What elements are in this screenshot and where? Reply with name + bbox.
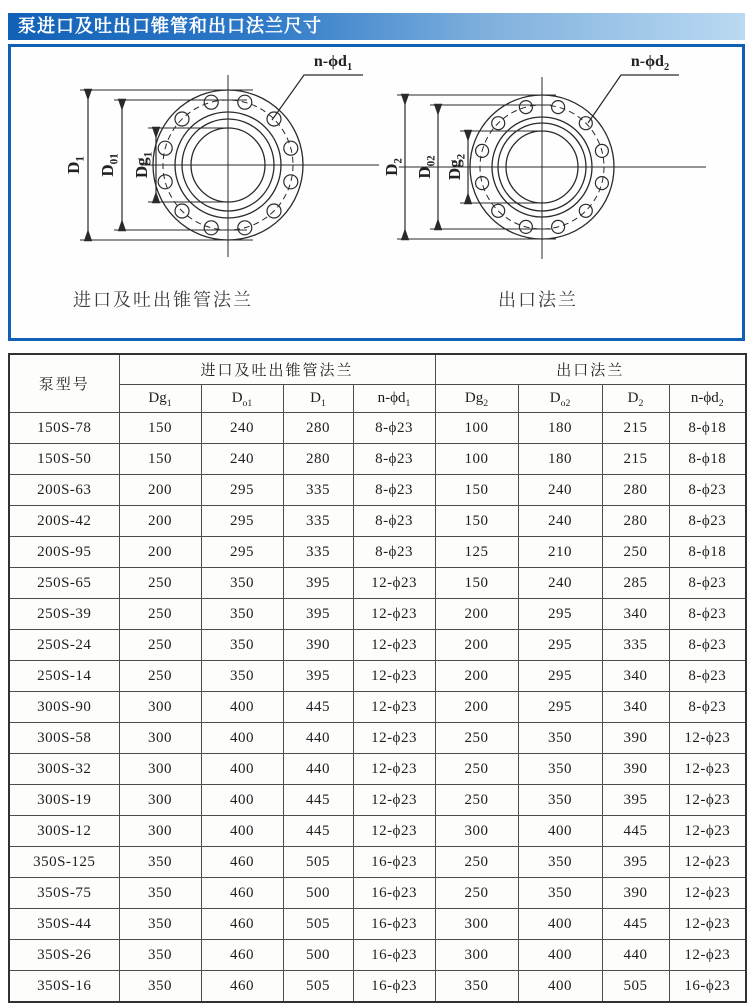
table-row: [9, 847, 746, 878]
cell-do1: 350: [201, 599, 283, 630]
cell-do1: 240: [201, 444, 283, 475]
cell-nd1: 16-ϕ23: [353, 847, 435, 878]
table-row: [9, 940, 746, 971]
cell-dg2: 150: [435, 475, 518, 506]
flange-diagram-panel: [8, 44, 745, 341]
cell-d2: 390: [602, 878, 669, 909]
cell-nd2: 8-ϕ23: [669, 692, 746, 723]
cell-d2: 505: [602, 971, 669, 1003]
cell-d2: 395: [602, 847, 669, 878]
col-header-pump-model: 泵型号: [9, 354, 119, 413]
cell-do1: 460: [201, 909, 283, 940]
cell-d1: 505: [283, 909, 353, 940]
cell-nd1: 12-ϕ23: [353, 599, 435, 630]
table-row: [9, 785, 746, 816]
dim-label-d2: $D_2$: [382, 158, 405, 176]
col-header-nd1: $n-\phi d_1$: [353, 385, 435, 413]
cell-d1: 395: [283, 661, 353, 692]
cell-dg2: 100: [435, 444, 518, 475]
cell-nd2: 12-ϕ23: [669, 723, 746, 754]
cell-nd1: 12-ϕ23: [353, 785, 435, 816]
table-row: [9, 475, 746, 506]
cell-dg2: 125: [435, 537, 518, 568]
cell-dg1: 250: [119, 599, 201, 630]
cell-dg2: 250: [435, 723, 518, 754]
caption-inlet-flange: 进口及吐出锥管法兰: [73, 290, 253, 311]
cell-nd2: 8-ϕ23: [669, 506, 746, 537]
table-row: [9, 723, 746, 754]
cell-d1: 395: [283, 568, 353, 599]
cell-nd2: 16-ϕ23: [669, 971, 746, 1003]
cell-dg1: 250: [119, 661, 201, 692]
cell-pump-model: 350S-125: [9, 847, 119, 878]
cell-pump-model: 300S-58: [9, 723, 119, 754]
table-row: [9, 568, 746, 599]
cell-nd1: 16-ϕ23: [353, 909, 435, 940]
cell-d1: 390: [283, 630, 353, 661]
cell-nd2: 8-ϕ18: [669, 413, 746, 444]
group-header-outlet-flange: 出口法兰: [435, 354, 746, 385]
cell-do2: 350: [518, 785, 602, 816]
cell-do2: 295: [518, 661, 602, 692]
cell-d1: 445: [283, 692, 353, 723]
cell-d2: 340: [602, 661, 669, 692]
cell-do2: 350: [518, 723, 602, 754]
col-header-d1: $D_1$: [283, 385, 353, 413]
cell-do1: 400: [201, 785, 283, 816]
cell-d1: 335: [283, 506, 353, 537]
dim-label-dg2: $Dg_2$: [445, 153, 468, 181]
cell-do1: 240: [201, 413, 283, 444]
cell-d1: 335: [283, 475, 353, 506]
col-header-nd2: $n-\phi d_2$: [669, 385, 746, 413]
cell-pump-model: 350S-26: [9, 940, 119, 971]
cell-pump-model: 350S-16: [9, 971, 119, 1003]
cell-d1: 445: [283, 785, 353, 816]
cell-d2: 335: [602, 630, 669, 661]
cell-do2: 400: [518, 816, 602, 847]
flange-spec-table: [8, 353, 747, 1003]
cell-pump-model: 300S-12: [9, 816, 119, 847]
cell-dg1: 200: [119, 506, 201, 537]
cell-do1: 460: [201, 847, 283, 878]
cell-pump-model: 250S-39: [9, 599, 119, 630]
cell-do2: 295: [518, 630, 602, 661]
cell-nd1: 16-ϕ23: [353, 940, 435, 971]
cell-pump-model: 350S-75: [9, 878, 119, 909]
cell-do2: 240: [518, 506, 602, 537]
col-header-do1: $D_{o1}$: [201, 385, 283, 413]
group-header-inlet-flange: 进口及吐出锥管法兰: [119, 354, 435, 385]
cell-dg1: 300: [119, 816, 201, 847]
cell-dg2: 250: [435, 847, 518, 878]
cell-d2: 390: [602, 754, 669, 785]
cell-dg1: 200: [119, 475, 201, 506]
cell-dg1: 300: [119, 723, 201, 754]
col-header-dg2: $Dg_2$: [435, 385, 518, 413]
cell-nd1: 8-ϕ23: [353, 506, 435, 537]
cell-dg1: 150: [119, 413, 201, 444]
cell-do2: 240: [518, 568, 602, 599]
cell-nd2: 12-ϕ23: [669, 847, 746, 878]
cell-do1: 460: [201, 971, 283, 1003]
table-row: [9, 971, 746, 1003]
dim-label-dg1: $Dg_1$: [132, 151, 155, 179]
cell-pump-model: 300S-90: [9, 692, 119, 723]
cell-d1: 505: [283, 971, 353, 1003]
cell-do2: 350: [518, 847, 602, 878]
cell-nd1: 8-ϕ23: [353, 475, 435, 506]
cell-dg2: 150: [435, 506, 518, 537]
bolt-count-label-inlet: $n-\phi d_1$: [313, 53, 353, 74]
cell-d2: 445: [602, 909, 669, 940]
cell-do2: 240: [518, 475, 602, 506]
cell-d2: 215: [602, 413, 669, 444]
cell-dg1: 350: [119, 971, 201, 1003]
cell-dg1: 200: [119, 537, 201, 568]
dim-label-d01: $D_{01}$: [98, 153, 121, 177]
table-group-header-row: [9, 354, 746, 385]
cell-nd2: 8-ϕ23: [669, 599, 746, 630]
cell-nd1: 12-ϕ23: [353, 692, 435, 723]
cell-do2: 400: [518, 940, 602, 971]
cell-pump-model: 250S-24: [9, 630, 119, 661]
table-row: [9, 413, 746, 444]
cell-d1: 445: [283, 816, 353, 847]
table-row: [9, 878, 746, 909]
cell-do2: 400: [518, 909, 602, 940]
table-body: [9, 413, 746, 1003]
cell-nd2: 12-ϕ23: [669, 785, 746, 816]
cell-dg1: 250: [119, 630, 201, 661]
cell-do1: 295: [201, 506, 283, 537]
col-header-do2: $D_{o2}$: [518, 385, 602, 413]
cell-dg2: 200: [435, 630, 518, 661]
cell-nd2: 12-ϕ23: [669, 878, 746, 909]
cell-do1: 295: [201, 475, 283, 506]
cell-nd2: 12-ϕ23: [669, 754, 746, 785]
bolt-count-label-outlet: $n-\phi d_2$: [630, 53, 670, 74]
cell-d2: 340: [602, 692, 669, 723]
cell-nd1: 12-ϕ23: [353, 661, 435, 692]
cell-nd1: 12-ϕ23: [353, 754, 435, 785]
cell-dg1: 350: [119, 909, 201, 940]
cell-dg2: 250: [435, 878, 518, 909]
cell-d1: 395: [283, 599, 353, 630]
caption-outlet-flange: 出口法兰: [498, 290, 578, 311]
cell-do1: 400: [201, 816, 283, 847]
cell-do1: 400: [201, 723, 283, 754]
col-header-d2: $D_2$: [602, 385, 669, 413]
cell-do2: 180: [518, 444, 602, 475]
table-row: [9, 754, 746, 785]
cell-dg2: 100: [435, 413, 518, 444]
cell-do2: 350: [518, 754, 602, 785]
cell-do1: 350: [201, 661, 283, 692]
cell-nd2: 12-ϕ23: [669, 816, 746, 847]
cell-pump-model: 300S-19: [9, 785, 119, 816]
cell-dg1: 300: [119, 692, 201, 723]
cell-do2: 400: [518, 971, 602, 1003]
cell-nd2: 8-ϕ23: [669, 475, 746, 506]
cell-nd2: 12-ϕ23: [669, 909, 746, 940]
cell-d1: 500: [283, 940, 353, 971]
cell-d2: 280: [602, 506, 669, 537]
cell-dg2: 250: [435, 754, 518, 785]
cell-nd1: 8-ϕ23: [353, 537, 435, 568]
cell-dg1: 350: [119, 940, 201, 971]
cell-do2: 295: [518, 599, 602, 630]
cell-nd1: 12-ϕ23: [353, 630, 435, 661]
cell-d2: 340: [602, 599, 669, 630]
cell-dg2: 200: [435, 599, 518, 630]
cell-do2: 350: [518, 878, 602, 909]
cell-do1: 350: [201, 568, 283, 599]
table-row: [9, 909, 746, 940]
cell-dg1: 300: [119, 785, 201, 816]
cell-dg2: 200: [435, 661, 518, 692]
table-row: [9, 537, 746, 568]
col-header-dg1: $Dg_1$: [119, 385, 201, 413]
cell-do1: 295: [201, 537, 283, 568]
cell-d2: 395: [602, 785, 669, 816]
cell-pump-model: 150S-50: [9, 444, 119, 475]
cell-do2: 180: [518, 413, 602, 444]
table-row: [9, 599, 746, 630]
cell-do1: 400: [201, 754, 283, 785]
cell-d1: 505: [283, 847, 353, 878]
cell-d1: 440: [283, 723, 353, 754]
table-row: [9, 630, 746, 661]
cell-d2: 390: [602, 723, 669, 754]
cell-pump-model: 300S-32: [9, 754, 119, 785]
cell-dg1: 350: [119, 878, 201, 909]
cell-d1: 500: [283, 878, 353, 909]
cell-pump-model: 200S-95: [9, 537, 119, 568]
cell-d1: 280: [283, 444, 353, 475]
table-row: [9, 444, 746, 475]
cell-nd2: 8-ϕ18: [669, 444, 746, 475]
cell-dg1: 350: [119, 847, 201, 878]
cell-pump-model: 250S-14: [9, 661, 119, 692]
table-row: [9, 661, 746, 692]
cell-pump-model: 350S-44: [9, 909, 119, 940]
cell-do1: 460: [201, 878, 283, 909]
cell-d2: 445: [602, 816, 669, 847]
table-row: [9, 506, 746, 537]
cell-d1: 335: [283, 537, 353, 568]
cell-dg2: 200: [435, 692, 518, 723]
dim-label-d02: $D_{02}$: [415, 155, 438, 179]
cell-d1: 440: [283, 754, 353, 785]
cell-dg2: 150: [435, 568, 518, 599]
cell-d2: 440: [602, 940, 669, 971]
cell-do1: 350: [201, 630, 283, 661]
cell-nd2: 8-ϕ18: [669, 537, 746, 568]
cell-do2: 210: [518, 537, 602, 568]
cell-dg2: 300: [435, 909, 518, 940]
cell-do1: 460: [201, 940, 283, 971]
page-title: 泵进口及吐出口锥管和出口法兰尺寸: [18, 16, 322, 37]
cell-d2: 280: [602, 475, 669, 506]
cell-pump-model: 200S-42: [9, 506, 119, 537]
cell-dg2: 350: [435, 971, 518, 1003]
cell-dg1: 250: [119, 568, 201, 599]
cell-nd2: 8-ϕ23: [669, 568, 746, 599]
cell-pump-model: 200S-63: [9, 475, 119, 506]
cell-dg2: 250: [435, 785, 518, 816]
table-row: [9, 692, 746, 723]
table-row: [9, 816, 746, 847]
cell-nd2: 8-ϕ23: [669, 661, 746, 692]
cell-nd1: 12-ϕ23: [353, 816, 435, 847]
cell-nd1: 16-ϕ23: [353, 878, 435, 909]
cell-nd2: 8-ϕ23: [669, 630, 746, 661]
table-sub-header-row: [9, 385, 746, 413]
cell-dg1: 300: [119, 754, 201, 785]
cell-nd1: 16-ϕ23: [353, 971, 435, 1003]
cell-pump-model: 150S-78: [9, 413, 119, 444]
cell-d2: 285: [602, 568, 669, 599]
cell-dg2: 300: [435, 816, 518, 847]
cell-d2: 215: [602, 444, 669, 475]
cell-do1: 400: [201, 692, 283, 723]
dim-label-d1: $D_1$: [64, 156, 87, 174]
cell-d2: 250: [602, 537, 669, 568]
cell-do2: 295: [518, 692, 602, 723]
cell-nd1: 12-ϕ23: [353, 723, 435, 754]
cell-nd1: 8-ϕ23: [353, 444, 435, 475]
page-title-bar: [8, 13, 745, 40]
cell-nd1: 8-ϕ23: [353, 413, 435, 444]
cell-d1: 280: [283, 413, 353, 444]
cell-nd1: 12-ϕ23: [353, 568, 435, 599]
cell-pump-model: 250S-65: [9, 568, 119, 599]
cell-dg1: 150: [119, 444, 201, 475]
cell-nd2: 12-ϕ23: [669, 940, 746, 971]
cell-dg2: 300: [435, 940, 518, 971]
